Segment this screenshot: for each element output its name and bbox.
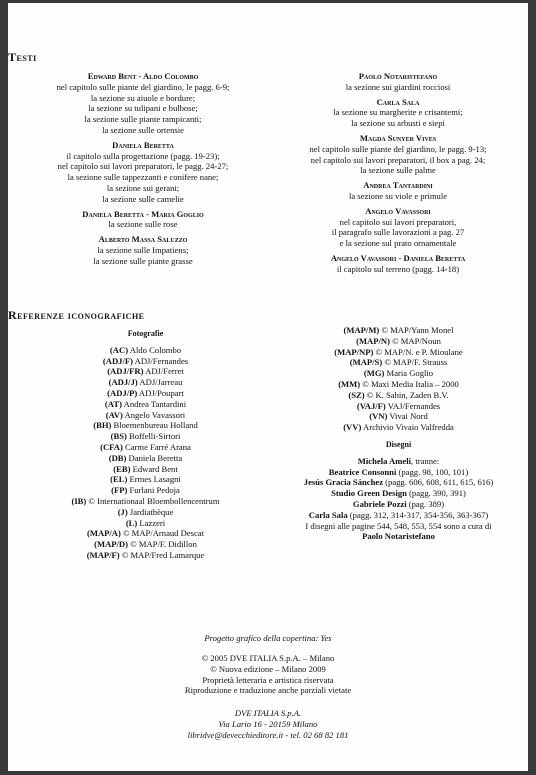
photo-credit: (DB) Daniela Beretta	[108, 452, 183, 463]
author-contribution: la sezione sulle piante grasse	[93, 255, 193, 266]
author-contribution: il capitolo sulla progettazione (pagg. 19-23);	[66, 150, 220, 161]
photo-code: (MAP/A)	[86, 528, 121, 539]
photo-code: (ADJ/P)	[107, 387, 138, 398]
photo-code: (EB)	[113, 463, 131, 474]
photo-credit: (MAP/F) © MAP/Fred Lamarque	[86, 549, 205, 560]
photo-code: (BS)	[110, 431, 127, 442]
publisher-line: libridve@devecchieditore.it - tel. 02 68 82 181	[187, 729, 349, 740]
photo-code: (FP)	[111, 485, 128, 496]
photo-code: (CFA)	[100, 441, 123, 452]
photo-credit: (EL) Ermes Lasagni	[110, 474, 181, 485]
author-name: Alberto Massa Saluzzo	[98, 234, 188, 245]
photo-code: (BH)	[93, 420, 112, 431]
drawing-credit: I disegni alle pagine 544, 548, 553, 554 sono a cura di	[305, 520, 492, 531]
photo-code: (ADJ/J)	[108, 377, 138, 388]
photo-credit: (ADJ/P) ADJ/Poupart	[107, 387, 184, 398]
drawing-credit: Gabriele Pozzi (pag. 389)	[352, 498, 445, 509]
photo-code: (AT)	[104, 398, 122, 409]
drawing-credit: Carla Sala (pagg. 312, 314-317, 354-356, 363-367)	[308, 509, 489, 520]
drawing-credit	[276, 531, 521, 542]
author-contribution: nel capitolo sulle piante del giardino, le pagg. 6-9;	[56, 81, 230, 92]
photo-code: (EL)	[110, 474, 128, 485]
author-name: Edward Bent - Aldo Colombo	[87, 71, 199, 81]
photo-credit: (MG) Maria Goglio	[363, 368, 434, 379]
drawing-credit: Michela Ameli, tranne:	[357, 455, 440, 466]
author-contribution: la sezione su margherite e crisantemi;	[333, 107, 463, 118]
illustrator-name: Paolo Notaristefano	[362, 531, 435, 542]
fotografie-column	[28, 329, 263, 561]
author-contribution: la sezione sulle ortensie	[102, 124, 184, 135]
photo-credit: (VAJ/F) VAJ/Fernandes	[356, 400, 441, 411]
photo-code: (VV)	[343, 422, 362, 433]
photo-credit: (IB) © Internationaal Bloembollencentrum	[71, 495, 220, 506]
author-contribution: e la sezione sul prato ornamentale	[339, 238, 457, 249]
photo-credit: (EB) Edward Bent	[113, 463, 178, 474]
author-contribution: il capitolo sul terreno (pagg. 14-18)	[336, 263, 460, 274]
author-name: Daniela Beretta - Maria Goglio	[82, 208, 204, 219]
photo-code: (ADJ/F)	[102, 355, 133, 366]
photo-credit: (AV) Angelo Vavassori	[105, 409, 186, 420]
photo-credit: (BS) Boffelli-Sirtori	[110, 431, 181, 442]
author-name: Paolo Notaristefano	[358, 71, 438, 81]
photo-credit: (MM) © Maxi Media Italia – 2000	[338, 378, 459, 389]
photo-credit: (MAP/NP) © MAP/N. e P. Mioulane	[334, 346, 463, 357]
photo-credit: (CFA) Carme Farré Arana	[100, 441, 191, 452]
photo-code: (MG)	[363, 368, 385, 379]
author-name: Carla Sala	[376, 96, 420, 107]
photo-credit: (MAP/M) © MAP/Yann Monel	[343, 325, 454, 335]
copyright-line: Riproduzione e traduzione anche parziali vietate	[184, 685, 352, 696]
photo-credit: (VN) Vivai Nord	[369, 411, 428, 422]
author-name: Magda Sunyer Vives	[359, 132, 437, 143]
photo-code: (MAP/F)	[86, 549, 120, 560]
photo-credit: (L) Lazzeri	[125, 517, 166, 528]
publisher-block	[8, 708, 528, 740]
testi-left-column	[28, 71, 258, 267]
photo-credit: (FP) Furlani Pedoja	[111, 485, 180, 496]
publisher-line: DVE ITALIA S.p.A.	[234, 708, 302, 718]
photo-credit: (BH) Bloemenbureau Holland	[93, 420, 198, 431]
author-name: Andrea Tantardini	[363, 180, 433, 191]
author-contribution: la sezione sulle palme	[360, 165, 436, 176]
photo-credit: (MAP/S) © MAP/F. Strauss	[349, 357, 448, 368]
photo-credit: (MAP/N) © MAP/Noun	[356, 335, 441, 346]
photo-credit: (AT) Andrea Tantardini	[104, 398, 187, 409]
photo-code: (IB)	[71, 495, 87, 506]
disegni-label: Disegni	[385, 439, 412, 449]
photo-code: (DB)	[108, 452, 127, 463]
author-contribution: la sezione sulle piante rampicanti;	[84, 114, 202, 125]
illustrator-name: Michela Ameli	[357, 455, 412, 466]
copyright-line: © 2005 DVE ITALIA S.p.A. – Milano	[201, 653, 335, 663]
photo-code: (MM)	[338, 378, 361, 389]
photo-code: (VAJ/F)	[356, 400, 386, 411]
photo-code: (L)	[125, 517, 138, 528]
photo-credit: (ADJ/FR) ADJ/Ferret	[107, 366, 184, 377]
drawing-credit: Jesús Gracia Sánchez (pagg. 606, 608, 611, 615, 616)	[303, 477, 494, 488]
author-contribution: la sezione su aiuole e bordure;	[90, 92, 196, 103]
photo-credit: (ADJ/J) ADJ/Jarreau	[108, 377, 183, 388]
photo-credit: (MAP/A) © MAP/Arnaud Descat	[86, 528, 205, 539]
fotografie-label: Fotografie	[127, 329, 164, 338]
author-contribution: la sezione su tulipani e bulbose;	[88, 103, 198, 114]
copyright-block	[8, 653, 528, 696]
author-contribution: la sezione su arbusti e siepi	[351, 118, 445, 129]
author-contribution: il paragrafo sulle lavorazioni a pag. 27	[331, 227, 465, 238]
publisher-line: Via Lario 16 - 20159 Milano	[218, 718, 318, 729]
photo-code: (J)	[117, 506, 128, 517]
testi-heading: Testi	[8, 50, 37, 64]
copyright-line: © Nuova edizione – Milano 2009	[210, 663, 326, 674]
author-contribution: la sezione sulle rose	[108, 219, 178, 230]
photo-code: (MAP/D)	[94, 539, 128, 550]
author-contribution: la sezione su viole e primule	[348, 190, 448, 201]
photo-code: (MAP/S)	[349, 357, 383, 368]
photo-credit: (SZ) © K. Sahin, Zaden B.V.	[348, 389, 449, 400]
photo-code: (MAP/M)	[343, 325, 380, 335]
photo-code: (AC)	[109, 344, 129, 355]
author-name: Daniela Beretta	[112, 139, 174, 150]
photo-code: (VN)	[369, 411, 388, 422]
photo-credit: (J) Jardiathèque	[117, 506, 174, 517]
referenze-heading: Referenze iconografiche	[8, 308, 145, 322]
photo-credit: (VV) Archivio Vivaio Valfredda	[343, 422, 454, 433]
illustrator-name: Beatrice Consonni	[328, 466, 397, 477]
author-name: Angelo Vavassori	[365, 205, 431, 216]
author-contribution: nel capitolo sui lavori preparatori,	[339, 216, 457, 227]
author-contribution: nel capitolo sui lavori preparatori, il box a pag. 24;	[310, 154, 486, 165]
author-contribution: la sezione sulle camelie	[102, 193, 184, 204]
author-contribution: la sezione sui giardini rocciosi	[345, 81, 451, 92]
copyright-line: Proprietà letteraria e artistica riservata	[202, 674, 334, 685]
photo-code: (MAP/N)	[356, 335, 390, 346]
illustrator-name: Studio Green Design	[331, 488, 407, 499]
photo-code: (MAP/NP)	[334, 346, 374, 357]
author-name: Angelo Vavassori - Daniela Beretta	[330, 252, 466, 263]
author-contribution: nel capitolo sulle piante del giardino, le pagg. 9-13;	[309, 143, 487, 154]
document-page	[8, 3, 528, 771]
drawing-credit: Beatrice Consonni (pagg. 98, 100, 101)	[328, 466, 469, 477]
illustrator-name: Carla Sala	[308, 509, 348, 520]
photo-credit: (AC) Aldo Colombo	[109, 344, 182, 355]
author-contribution: la sezione sulle tappezzanti e conifere nane;	[67, 172, 219, 183]
illustrator-name: Gabriele Pozzi	[352, 498, 407, 509]
testi-right-column	[278, 71, 518, 275]
author-contribution: la sezione sui gerani;	[106, 182, 180, 193]
illustrator-name: Jesús Gracia Sánchez	[303, 477, 384, 488]
photo-code: (ADJ/FR)	[107, 366, 144, 377]
photo-credit: (ADJ/F) ADJ/Fernandes	[102, 355, 189, 366]
drawing-credit: Studio Green Design (pagg. 390, 391)	[331, 488, 466, 499]
photo-code: (SZ)	[348, 389, 365, 400]
photo-credit: (MAP/D) © MAP/F. Didillon	[94, 539, 197, 550]
cover-credit: Progetto grafico della copertina: Yes	[204, 633, 332, 643]
author-contribution: la sezione sulle Impatiens;	[97, 244, 189, 255]
photo-code: (AV)	[105, 409, 123, 420]
fotografie-right-column	[276, 325, 521, 542]
author-contribution: nel capitolo sui lavori preparatori, le pagg. 24-27;	[57, 161, 229, 172]
